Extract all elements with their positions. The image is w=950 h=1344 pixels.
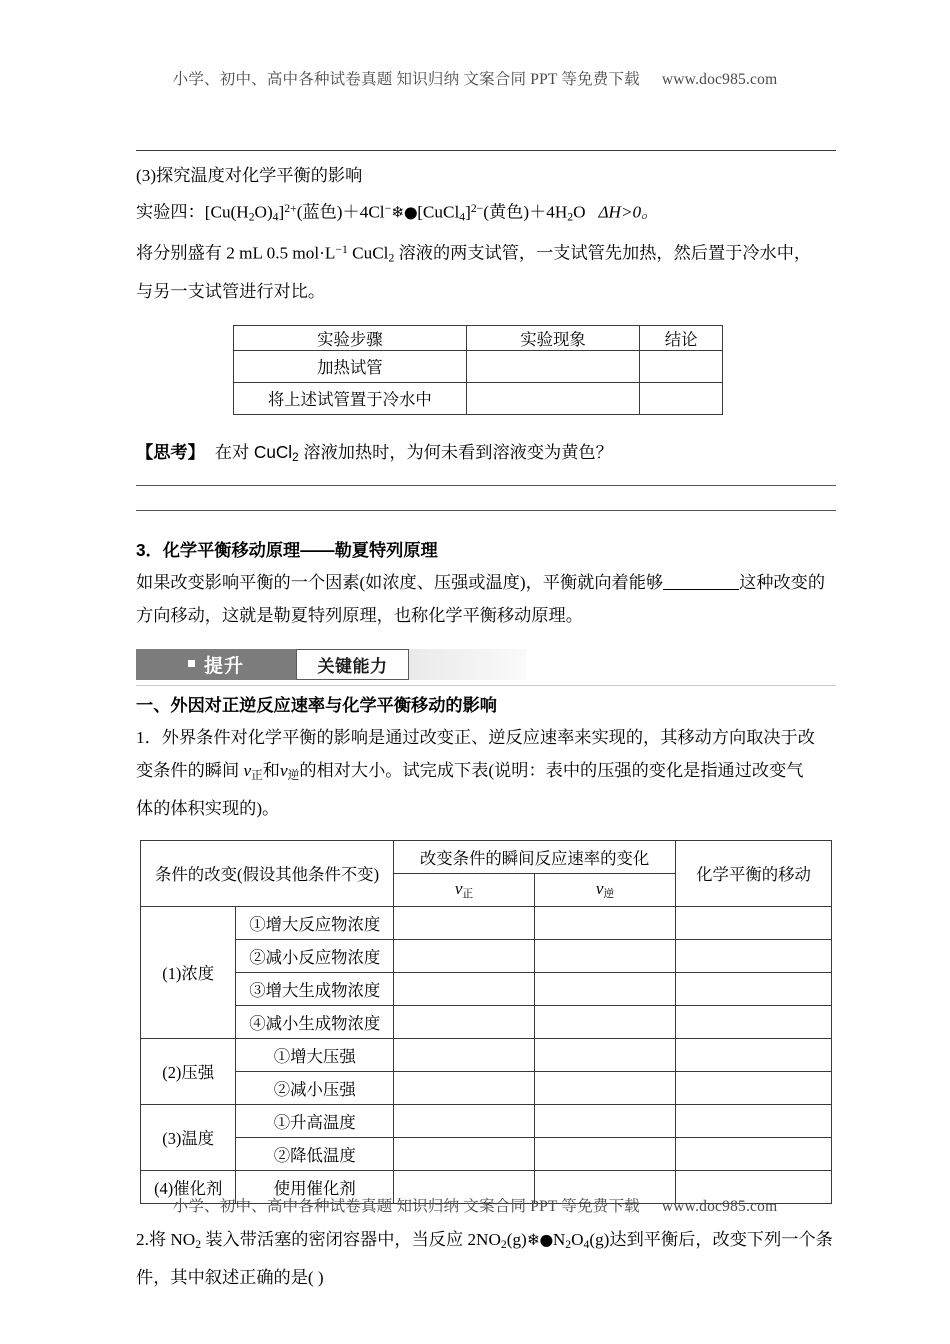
cell-v-reverse-blank[interactable] xyxy=(535,1104,676,1137)
cell-shift-blank[interactable] xyxy=(676,1071,832,1104)
col-header-condition-change: 条件的改变(假设其他条件不变) xyxy=(141,840,394,906)
cell-shift-blank[interactable] xyxy=(676,939,832,972)
think-tag-label: 【思考】 xyxy=(136,441,205,462)
cell-shift-blank[interactable] xyxy=(676,1005,832,1038)
row-label-use-catalyst: 使用催化剂 xyxy=(236,1170,394,1203)
eq-four-h2o: 4H xyxy=(546,202,568,222)
eq-label-blue: (蓝色) xyxy=(296,202,343,222)
watermark-header xyxy=(0,67,950,89)
table-row xyxy=(234,382,723,414)
table-header-row-1 xyxy=(141,840,832,873)
velocity-reverse-sub: 逆 xyxy=(287,768,300,782)
procedure-p1: 将分别盛有 2 mL 0.5 mol·L xyxy=(136,243,336,263)
procedure-line-2: 与另一支试管进行对比。 xyxy=(136,281,326,301)
table-row xyxy=(141,1005,832,1038)
cell-v-forward-blank[interactable] xyxy=(394,972,535,1005)
ability-item1-line1: 1．外界条件对化学平衡的影响是通过改变正、逆反应速率来实现的，其移动方向取决于改 xyxy=(136,727,815,747)
experiment-table-container xyxy=(233,325,836,415)
eq-sub-4a: 4 xyxy=(272,210,279,224)
col-header-conclusion: 结论 xyxy=(640,325,723,350)
cell-phenomenon-blank-2[interactable] xyxy=(466,382,640,414)
eq-plus-1: ＋ xyxy=(342,202,360,222)
row-label-decrease-product: ④减小生成物浓度 xyxy=(236,1005,394,1038)
eq-enthalpy: ΔH>0。 xyxy=(598,202,659,222)
eq-bracket-left: ] xyxy=(278,202,285,222)
cell-v-reverse-blank[interactable] xyxy=(535,1038,676,1071)
cell-shift-blank[interactable] xyxy=(676,972,832,1005)
table-header-row xyxy=(234,325,723,350)
think-block xyxy=(136,437,836,473)
experiment-four-equation xyxy=(136,193,836,232)
velocity-forward-symbol: v xyxy=(243,760,252,780)
factors-table-container xyxy=(140,840,836,1204)
banner-right-box xyxy=(296,649,409,680)
eq-o-left: O) xyxy=(254,202,273,222)
cell-shift-blank[interactable] xyxy=(676,1104,832,1137)
cell-step-heat: 加热试管 xyxy=(234,350,467,382)
table-row xyxy=(141,1071,832,1104)
eq-sub-2a: 2 xyxy=(248,210,255,224)
answer-write-line[interactable] xyxy=(136,485,836,486)
factors-table xyxy=(140,840,832,1204)
banner-left-label: 提升 xyxy=(203,655,244,677)
experiment-table xyxy=(233,325,723,415)
cell-v-reverse-blank[interactable] xyxy=(535,1071,676,1104)
item1-part-a: 变条件的瞬间 xyxy=(136,760,244,780)
row-label-increase-product: ③增大生成物浓度 xyxy=(236,972,394,1005)
table-row xyxy=(141,1038,832,1071)
eq-four-cl: 4Cl xyxy=(359,202,385,222)
cell-shift-blank[interactable] xyxy=(676,1137,832,1170)
equilibrium-arrow-icon: ❄● xyxy=(526,1229,553,1249)
eq-sup-2minus: 2− xyxy=(470,202,484,215)
principle-text-part1: 如果改变影响平衡的一个因素(如浓度、压强或温度)，平衡就向着能够 xyxy=(136,572,664,592)
square-bullet-icon xyxy=(188,660,195,667)
think-q-part1: 在对 CuCl xyxy=(214,441,293,462)
item1-part-c: 的相对大小。试完成下表(说明：表中的压强的变化是指通过改变气 xyxy=(299,760,804,780)
document-content xyxy=(136,150,836,1295)
v-forward-subscript: 正 xyxy=(462,887,474,900)
cell-shift-blank[interactable] xyxy=(676,906,832,939)
cell-shift-blank[interactable] xyxy=(676,1038,832,1071)
eq-o-right: O xyxy=(573,202,586,222)
velocity-reverse-symbol: v xyxy=(279,760,288,780)
cell-v-forward-blank[interactable] xyxy=(394,906,535,939)
eq-complex-right: [CuCl xyxy=(417,202,460,222)
cell-v-forward-blank[interactable] xyxy=(394,1038,535,1071)
eq-sup-2plus: 2+ xyxy=(284,202,297,215)
banner-left-block xyxy=(136,649,296,680)
row-label-raise-temperature: ①升高温度 xyxy=(236,1104,394,1137)
ability-item2-line2: 件，其中叙述正确的是( ) xyxy=(136,1267,324,1287)
cell-conclusion-blank-2[interactable] xyxy=(640,382,723,414)
table-row xyxy=(141,906,832,939)
principle-body-line-1 xyxy=(136,567,836,598)
equilibrium-arrow-icon: ❄● xyxy=(391,202,418,222)
cell-v-reverse-blank[interactable] xyxy=(535,972,676,1005)
top-divider-rule xyxy=(136,150,836,151)
procedure-p1-sup: −1 xyxy=(335,243,348,257)
cell-v-forward-blank[interactable] xyxy=(394,1104,535,1137)
row-label-increase-reactant: ①增大反应物浓度 xyxy=(236,906,394,939)
procedure-p2: CuCl xyxy=(347,243,389,263)
eq-bracket-right: ] xyxy=(465,202,471,222)
item2-part-d: N xyxy=(552,1229,566,1249)
col-header-rate-change-group: 改变条件的瞬间反应速率的变化 xyxy=(394,840,676,873)
ability-item1-line3: 体的体积实现的)。 xyxy=(136,798,280,818)
item2-sub-a: 2 xyxy=(195,1237,202,1251)
table-row xyxy=(141,1137,832,1170)
section-banner xyxy=(136,649,526,680)
group-label-concentration: (1)浓度 xyxy=(141,906,236,1038)
col-header-phenomenon: 实验现象 xyxy=(466,325,640,350)
ability-item2-line1 xyxy=(136,1224,836,1260)
item2-part-c: (g) xyxy=(506,1229,527,1249)
cell-step-coldwater: 将上述试管置于冷水中 xyxy=(234,382,467,414)
cell-v-reverse-blank[interactable] xyxy=(535,1137,676,1170)
velocity-forward-sub: 正 xyxy=(251,768,263,782)
table-row xyxy=(141,972,832,1005)
procedure-p3: 溶液的两支试管，一支试管先加热，然后置于冷水中， xyxy=(394,243,812,263)
eq-complex-left: [Cu(H xyxy=(204,202,249,222)
watermark-footer xyxy=(0,1194,950,1216)
group-label-catalyst: (4)催化剂 xyxy=(141,1170,236,1203)
eq-sup-minus: − xyxy=(384,202,392,215)
col-header-equilibrium-shift: 化学平衡的移动 xyxy=(676,840,832,906)
item2-sub-d: 2 xyxy=(565,1237,572,1251)
cell-phenomenon-blank-1[interactable] xyxy=(466,350,640,382)
banner-right-label: 关键能力 xyxy=(317,656,388,676)
cell-v-forward-blank[interactable] xyxy=(394,939,535,972)
table-row xyxy=(234,350,723,382)
cell-v-forward-blank[interactable] xyxy=(394,1005,535,1038)
cell-v-forward-blank[interactable] xyxy=(394,1071,535,1104)
item2-part-e: O xyxy=(571,1229,584,1249)
subsection-heading-temperature: (3)探究温度对化学平衡的影响 xyxy=(136,166,363,185)
cell-v-reverse-blank[interactable] xyxy=(535,1005,676,1038)
group-label-temperature: (3)温度 xyxy=(141,1104,236,1170)
watermark-text: 小学、初中、高中各种试卷真题 知识归纳 文案合同 PPT 等免费下载 xyxy=(172,1198,640,1215)
row-label-decrease-pressure: ②减小压强 xyxy=(236,1071,394,1104)
think-question xyxy=(215,442,613,462)
watermark-text: 小学、初中、高中各种试卷真题 知识归纳 文案合同 PPT 等免费下载 xyxy=(172,71,640,88)
cell-v-reverse-blank[interactable] xyxy=(535,939,676,972)
eq-plus-2: ＋ xyxy=(529,202,547,222)
item2-part-a: 2.将 NO xyxy=(136,1229,196,1249)
item1-part-b: 和 xyxy=(262,760,280,780)
fill-in-blank[interactable] xyxy=(663,589,739,590)
table-row xyxy=(141,1104,832,1137)
cell-v-forward-blank[interactable] xyxy=(394,1137,535,1170)
v-reverse-glyph: v xyxy=(595,878,604,898)
eq-sub-4b: 4 xyxy=(459,210,466,224)
principle-body-line-2: 方向移动，这就是勒夏特列原理，也称化学平衡移动原理。 xyxy=(136,605,583,625)
item2-sub-e: 4 xyxy=(583,1237,590,1251)
group-label-pressure: (2)压强 xyxy=(141,1038,236,1104)
v-reverse-subscript: 逆 xyxy=(603,887,615,900)
row-label-increase-pressure: ①增大压强 xyxy=(236,1038,394,1071)
item2-sub-b: 2 xyxy=(500,1237,507,1251)
item2-part-b: 装入带活塞的密闭容器中，当反应 2NO xyxy=(201,1229,501,1249)
watermark-url: www.doc985.com xyxy=(661,71,778,88)
answer-write-line[interactable] xyxy=(136,510,836,511)
think-q-part2: 溶液加热时，为何未看到溶液变为黄色？ xyxy=(298,441,613,462)
row-label-decrease-reactant: ②减小反应物浓度 xyxy=(236,939,394,972)
heading-external-factors: 一、外因对正逆反应速率与化学平衡移动的影响 xyxy=(136,694,497,715)
col-header-v-reverse xyxy=(535,873,676,906)
eq-sub-2b: 2 xyxy=(567,210,574,224)
row-label-lower-temperature: ②降低温度 xyxy=(236,1137,394,1170)
table-row xyxy=(141,939,832,972)
procedure-p2-sub: 2 xyxy=(388,251,395,265)
col-header-v-forward xyxy=(394,873,535,906)
watermark-url: www.doc985.com xyxy=(661,1198,778,1215)
banner-underline-rule xyxy=(136,685,836,686)
col-header-step: 实验步骤 xyxy=(234,325,467,350)
item2-part-f: (g)达到平衡后，改变下列一个条 xyxy=(589,1229,833,1249)
eq-label-yellow: (黄色) xyxy=(483,202,530,222)
procedure-line-1 xyxy=(136,234,836,273)
v-forward-glyph: v xyxy=(454,878,463,898)
cell-conclusion-blank-1[interactable] xyxy=(640,350,723,382)
cell-v-reverse-blank[interactable] xyxy=(535,906,676,939)
ability-item1-line2 xyxy=(136,755,836,791)
think-answer-area xyxy=(136,485,836,511)
principle-text-part2: 这种改变的 xyxy=(739,572,826,592)
heading-lechatelier-principle: 3．化学平衡移动原理——勒夏特列原理 xyxy=(136,539,438,560)
think-q-sub: 2 xyxy=(292,450,299,464)
ability-item2-block xyxy=(136,1224,836,1293)
experiment-label: 实验四： xyxy=(136,202,205,222)
